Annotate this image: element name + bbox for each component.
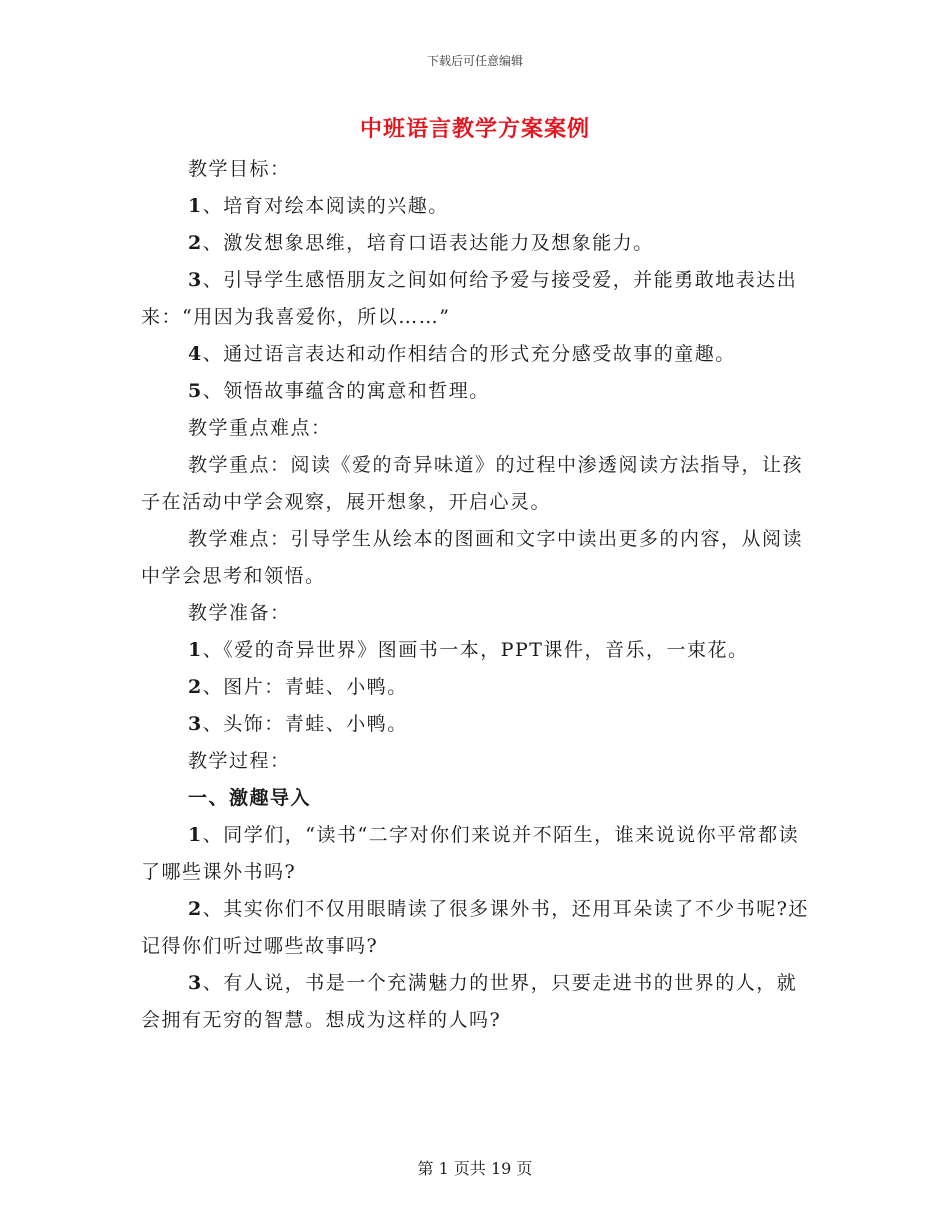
paragraph-teaching-goals: 教学目标： <box>188 158 291 180</box>
page-number-footer: 第 1 页共 19 页 <box>417 1159 533 1178</box>
paragraph-goal-4: 4、通过语言表达和动作相结合的形式充分感受故事的童趣。 <box>188 343 736 365</box>
document-title: 中班语言教学方案案例 <box>359 116 590 142</box>
paragraph-goal-2: 2、激发想象思维，培育口语表达能力及想象能力。 <box>188 232 654 254</box>
section-heading-intro: 一、激趣导入 <box>188 787 312 809</box>
document-body <box>141 151 811 1039</box>
paragraph-process-1: 1、同学们，“读书“二字对你们来说并不陌生，谁来说说你平常都读了哪些课外书吗? <box>141 824 800 883</box>
paragraph-goal-3: 3、引导学生感悟朋友之间如何给予爱与接受爱，并能勇敢地表达出来：“用因为我喜爱你，所以……” <box>141 269 798 328</box>
paragraph-preparation-3: 3、头饰：青蛙、小鸭。 <box>188 713 408 735</box>
paragraph-process-heading: 教学过程： <box>188 750 291 772</box>
paragraph-goal-1: 1、培育对绘本阅读的兴趣。 <box>188 195 449 217</box>
paragraph-key-points-heading: 教学重点难点： <box>188 417 332 439</box>
paragraph-preparation-2: 2、图片：青蛙、小鸭。 <box>188 676 408 698</box>
paragraph-key-point: 教学重点：阅读《爱的奇异味道》的过程中渗透阅读方法指导，让孩子在活动中学会观察，展开想象，开启心灵。 <box>141 454 804 513</box>
paragraph-goal-5: 5、领悟故事蕴含的寓意和哲理。 <box>188 380 490 402</box>
paragraph-preparation-heading: 教学准备： <box>188 602 291 624</box>
paragraph-process-2: 2、其实你们不仅用眼睛读了很多课外书，还用耳朵读了不少书呢?还记得你们听过哪些故事吗? <box>141 898 809 957</box>
paragraph-preparation-1: 1、《爱的奇异世界》图画书一本，PPT课件，音乐，一束花。 <box>188 639 749 661</box>
paragraph-difficult-point: 教学难点：引导学生从绘本的图画和文字中读出更多的内容，从阅读中学会思考和领悟。 <box>141 528 804 587</box>
paragraph-process-3: 3、有人说，书是一个充满魅力的世界，只要走进书的世界的人，就会拥有无穷的智慧。想成为这样的人吗? <box>141 972 798 1031</box>
header-note: 下载后可任意编辑 <box>426 54 523 68</box>
